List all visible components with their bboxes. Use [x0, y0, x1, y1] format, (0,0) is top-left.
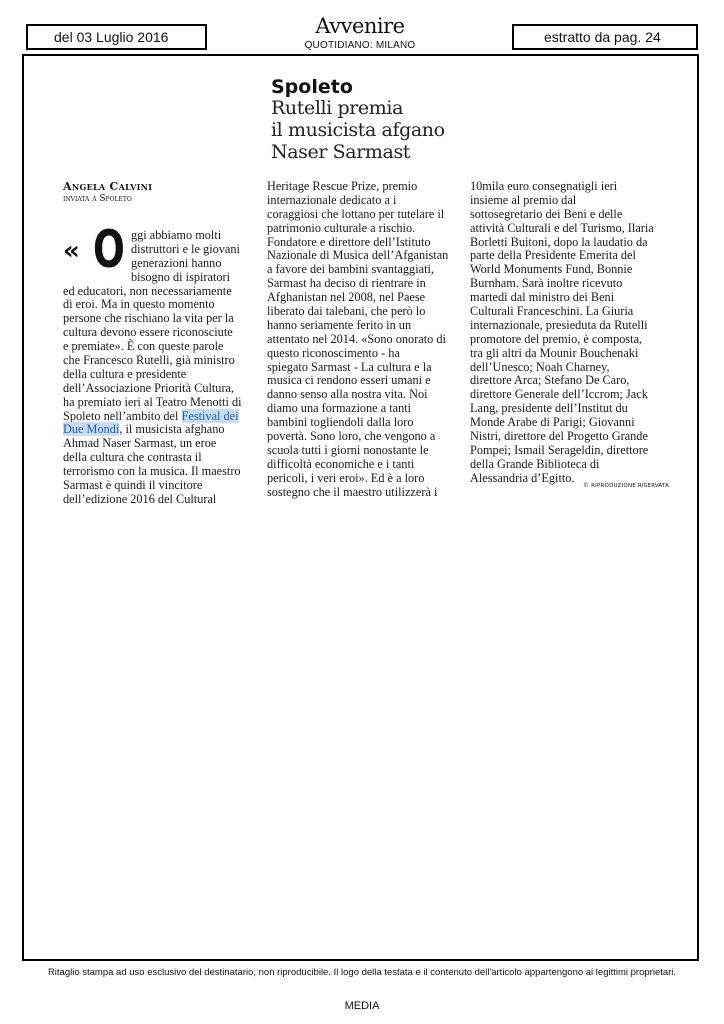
text-line: martedì dal ministro dei Beni	[470, 290, 615, 305]
newspaper-subtitle: QUOTIDIANO: MILANO	[304, 40, 416, 51]
text-line: dell’edizione 2016 del Cultural	[63, 491, 217, 506]
article-headline	[271, 97, 481, 163]
text-line: attentato nel 2014. «Sono onorato di	[267, 331, 446, 346]
date-box	[26, 24, 207, 50]
reproduction-text: RIPRODUZIONE RISERVATA	[591, 483, 670, 489]
text-line: direttore Arca; Stefano De Caro,	[470, 373, 630, 388]
text-line: Sarmast è quindi il vincitore	[63, 478, 203, 493]
text-line: World Monuments Fund, Bonnie	[470, 262, 633, 277]
footer-media-label: MEDIA	[344, 1000, 380, 1012]
dateline: inviata a Spoleto	[63, 194, 132, 204]
text-line: Ahmad Naser Sarmast, un eroe	[63, 436, 217, 451]
text-line: Culturali Franceschini. La Giuria	[470, 304, 634, 319]
text-line	[63, 410, 246, 424]
column-2	[267, 180, 450, 499]
text-line: spiegato Sarmast - La cultura e la	[267, 359, 432, 374]
text-line: diamo una formazione a tanti	[267, 401, 412, 416]
text-line: questo riconoscimento - ha	[267, 345, 400, 360]
newspaper-logo: Avvenire	[315, 14, 405, 38]
text-line: pericoli, i veri eroi». Ed è a loro	[267, 470, 425, 485]
text-line: distruttori e le giovani	[131, 241, 240, 256]
festival-link[interactable]: Festival dei	[181, 408, 239, 423]
dropcap-letter: O	[93, 220, 125, 280]
text-line: parte della Presidente Emerita del	[470, 248, 636, 263]
text-line: bisogno di ispiratori	[131, 269, 231, 284]
text-line: difficoltà economiche e i tanti	[267, 456, 415, 471]
text-line: dell’Unesco; Noah Charney,	[470, 359, 610, 374]
text-line: Heritage Rescue Prize, premio	[267, 179, 418, 193]
text-line: dell’Associazione Priorità Cultura,	[63, 380, 235, 395]
masthead	[280, 14, 440, 52]
copyright-icon: ©	[583, 482, 590, 489]
text-line: ha premiato ieri al Teatro Menotti di	[63, 394, 242, 409]
publication-date: del 03 Luglio 2016	[54, 29, 169, 45]
text-line: ed educatori, non necessariamente	[63, 283, 232, 298]
text-line: patrimonio culturale a rischio.	[267, 220, 416, 235]
text-line: della cultura che contrasta il	[63, 450, 202, 465]
text-line: promotore del premio, è composta,	[470, 331, 643, 346]
page-box	[512, 24, 698, 50]
text-line: attività Culturali e del Turismo, Ilaria	[470, 220, 654, 235]
headline-line: Rutelli premia	[271, 97, 404, 119]
text-line	[63, 423, 246, 437]
footer-disclaimer: Ritaglio stampa ad uso esclusivo del destinatario, non riproducibile. Il logo della testata e il contenuto dell'articolo appartengono ai legittimi proprietari.	[47, 967, 677, 978]
festival-link-continued[interactable]: Due Mondi	[63, 422, 120, 437]
headline-line: Naser Sarmast	[271, 141, 411, 163]
column-3	[470, 180, 660, 486]
text-line: internazionale dedicato a i	[267, 192, 397, 207]
headline-line: il musicista afgano	[271, 119, 445, 141]
text-line: povertà. Sono loro, che vengono a	[267, 429, 436, 444]
text-line: che Francesco Rutelli, già ministro	[63, 353, 235, 368]
text-line: musica ci rendono esseri umani e	[267, 373, 431, 388]
text-line: Borletti Buitoni, dopo la laudatio da	[470, 234, 648, 249]
text-line: a favore dei bambini svantaggiati,	[267, 262, 434, 277]
text-line: della cultura e presidente	[63, 366, 187, 381]
text-line: liberato dai talebani, che però lo	[267, 304, 426, 319]
text-line: bambini togliendoli dalla loro	[267, 415, 414, 430]
text-line: e premiate». È con queste parole	[63, 339, 224, 354]
text-line: coraggiosi che lottano per tutelare il	[267, 206, 445, 221]
reproduction-notice	[583, 482, 669, 489]
text-line: terrorismo con la musica. Il maestro	[63, 464, 241, 479]
text-line: hanno seriamente ferito in un	[267, 317, 412, 332]
text-line: persone che rischiano la vita per la	[63, 311, 234, 326]
text-segment: Spoleto nell’ambito del	[63, 408, 182, 423]
text-line: insieme al premio dal	[470, 192, 577, 207]
text-line: Sarmast ha deciso di rientrare in	[267, 276, 426, 291]
text-line: della Grande Biblioteca di	[470, 456, 600, 471]
text-line: sostegno che il maestro utilizzerà i	[267, 484, 438, 499]
article-kicker: Spoleto	[271, 76, 353, 98]
text-line: Burnham. Sarà inoltre ricevuto	[470, 276, 623, 291]
text-line: Nistri, direttore del Progetto Grande	[470, 429, 648, 444]
text-line: sottosegretario dei Beni e delle	[470, 206, 623, 221]
text-line: danno senso alla nostra vita. Noi	[267, 387, 428, 402]
text-line: di eroi. Ma in questo momento	[63, 297, 215, 312]
text-line: cultura devono essere riconosciute	[63, 325, 233, 340]
text-line: ggi abbiamo molti	[131, 228, 222, 242]
text-line: tra gli altri da Mounir Bouchenaki	[470, 345, 639, 360]
text-line: scuola tutti i giorni nonostante le	[267, 442, 429, 457]
dropcap-quote: «	[63, 236, 76, 266]
author-byline: Angela Calvini	[63, 180, 153, 193]
page-extract: estratto da pag. 24	[544, 29, 661, 45]
text-line: Afghanistan nel 2008, nel Paese	[267, 290, 426, 305]
text-line: Monde Arabe di Parigi; Giovanni	[470, 415, 635, 430]
text-line: Pompei; Ismail Serageldin, direttore	[470, 442, 649, 457]
text-line: Alessandria d’Egitto.	[470, 470, 575, 485]
text-line: Nazionale di Musica dell’Afganistan	[267, 248, 449, 263]
text-line: Lang, presidente dell’Institut du	[470, 401, 628, 416]
column-1	[63, 229, 246, 507]
text-line: internazionale, presieduta da Rutelli	[470, 317, 648, 332]
text-line: 10mila euro consegnatigli ieri	[470, 179, 618, 193]
text-line: generazioni hanno	[131, 255, 222, 270]
text-line: Fondatore e direttore dell’Istituto	[267, 234, 431, 249]
text-line: direttore Generale dell’Iccrom; Jack	[470, 387, 648, 402]
text-segment: , il musicista afghano	[119, 422, 225, 437]
